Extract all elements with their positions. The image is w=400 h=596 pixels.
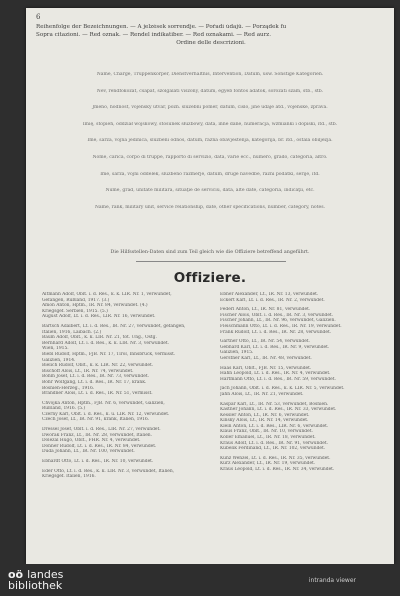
officer-entry: Altmann Adolf, Oblt. i. d. Res., k. k. LIR. Nr. 1, verwundet,	[42, 292, 172, 297]
officer-entry: Galizien, 1914.	[42, 357, 76, 363]
officer-entry: Italien, 1916, Laibach. (2.)	[42, 329, 102, 335]
officer-entry: Galizien, 1915.	[220, 350, 254, 356]
officer-entry: Donner Rudolf, Lt. i. d. Res., IR. Nr. 84, verwundet.	[42, 443, 157, 449]
officer-entry: Klaus Franz, Oblt., IR. Nr. 10, verwundet.	[220, 429, 313, 435]
officer-entry: Biebl Rudolf, Hptm., FJB. Nr. 17, Tirol, Innsbruck, vermisst.	[42, 351, 176, 357]
officer-entry: Doležal Hugo, Oblt., FHR. Nr. 4, verwundet.	[42, 438, 141, 444]
officer-entry: Wien, 1915.	[42, 346, 69, 352]
logo-text-line2: bibliothek	[8, 579, 63, 592]
officer-entry: Kubelik Ferdinand, Lt., IR. Nr. 102, verwundet.	[220, 446, 326, 452]
officer-entry: Eckert Karl, Lt. i. d. Res., IR. Nr. 2, verwundet.	[220, 297, 325, 303]
logo-text-line1: landes	[27, 568, 64, 581]
officer-entry: Bischoff Alois, Lt., IR. Nr. 74, verwundet.	[42, 368, 134, 374]
officer-entry: Frank Rudolf, Lt. i. d. Res., IR. Nr. 28, verwundet.	[220, 329, 332, 335]
officer-entry: Klein Anton, Lt. i. d. Res., LIR. Nr. 6, verwundet.	[220, 423, 329, 429]
officer-entry: Kriegsgef. Serbien, 1915. (5.)	[42, 308, 108, 314]
officer-entry: Kurz Alexander, Lt., IR. Nr. 19, verwundet.	[220, 461, 316, 467]
officer-entry: Brandner Alois, Lt. i. d. Res., IR. Nr. 51, vermisst.	[42, 391, 153, 397]
officer-entry: Dworak Franz, Lt., IR. Nr. 28, verwundet, Italien.	[42, 432, 153, 438]
officer-entry: Bernhard Adolf, Lt. i. d. Res., k. k. LIR. Nr. 3, verwundet.	[42, 340, 170, 346]
officer-entry: Bosnien-Herzeg., 1916.	[42, 385, 95, 391]
language-line: Imię, stopień, oddział wojskowy, stosunek służbowy, data, inne dane, numeracja, wzmianki i dopiski, itd., stb.	[82, 121, 338, 127]
officer-entry: Kessler Anton, Lt., IR. Nr. 6, verwundet.	[220, 412, 310, 418]
officer-entry: Eder Otto, Lt. i. d. Res., k. k. LIR. Nr. 3, verwundet, Italien,	[42, 468, 175, 474]
officer-entry: Hartmann Otto, Lt. i. d. Res., IR. Nr. 59, verwundet.	[220, 376, 336, 382]
officer-entry: Kraus Leopold, Lt. i. d. Res., IR. Nr. 34, verwundet.	[220, 467, 335, 473]
officer-entry: Czech Josef, Lt., IR. Nr. 91, krank, Italien, 1916.	[42, 417, 150, 423]
divider	[136, 261, 286, 262]
language-line: Ime, šarža, vojna jedinica, službeni odnos, datum, razna obavještenja, kategorija, br. itd., ostala obilježja.	[87, 138, 333, 144]
officer-entry: Jahn Alois, Lt., IR. Nr. 21, verwundet.	[220, 391, 304, 397]
header-line: Ordine delle descrizioni.	[176, 40, 246, 46]
officer-entry: Gefangen, Rußland, 1917. (3.)	[42, 297, 110, 303]
language-line: Name, rank, military unit, service relationship, date, other specifications, number, category, notes.	[94, 204, 326, 210]
viewer-label[interactable]: intranda viewer	[308, 577, 356, 584]
officer-entry: Kaspar Karl, Lt., IR. Nr. 53, verwundet, Bosnien.	[220, 401, 329, 407]
officer-entry: Kastner Johann, Lt. i. d. Res., IR. Nr. 33, verwundet.	[220, 407, 337, 413]
scanned-page[interactable]	[26, 8, 394, 564]
footnote: Die Hilfsstellen-Daten sind zum Teil gleich wie die Offiziere betreffend angeführt.	[110, 250, 310, 255]
officer-entry: Jach Johann, Oblt. i. d. Res., k. k. LIR. Nr. 5, verwundet.	[220, 386, 345, 392]
officer-entry: Hahn Leopold, Lt. i. d. Res., IR. Nr. 4, verwundet.	[220, 371, 331, 377]
officer-entry: Gebhard Karl, Lt. i. d. Res., IR. Nr. 9, verwundet.	[220, 344, 330, 350]
library-logo[interactable]	[8, 569, 63, 592]
section-title: Offiziere.	[173, 270, 247, 286]
right-column	[220, 292, 388, 473]
officer-entry: Koller Emanuel, Lt., IR. Nr. 18, verwundet.	[220, 435, 316, 441]
officer-entry: Fleischmann Otto, Lt. i. d. Res., IR. Nr. 19, verwundet.	[220, 323, 342, 329]
officer-entry: Czerny Karl, Oblt. i. d. Res., k. u. LIR. Nr. 12, verwundet.	[42, 411, 170, 417]
officer-entry: Bohr Wolfgang, Lt. i. d. Res., IR. Nr. 17, krank.	[42, 379, 147, 385]
officer-entry: Chvojka Anton, Hptm., FJB. Nr. 6, verwundet, Galizien,	[42, 400, 165, 406]
officer-entry: Kraus Adolf, Lt. i. d. Res., IR. Nr. 91, verwundet.	[220, 440, 328, 446]
language-line: Nume, grad, unitate militară, situaţie de serviciu, data, alte date, categoria, indicaţii, etc.	[105, 188, 315, 194]
officer-entry: Baum Adolf, Oblt., k. k. LIR. Nr. 21, tot. Ung., Ostg.	[42, 335, 157, 341]
language-line: Ime, šarža, vojni oddelek, službeno razmerje, datum, druge navedbe, razni podatki, serije, itd.	[100, 171, 320, 177]
language-block	[36, 72, 384, 221]
officer-entry: Bielich Rudolf, Oblt., k. k. LIR. Nr. 22, verwundet.	[42, 363, 154, 369]
language-line: Jméno, hodnost, vojenský útvar, pozn. služební poměr, datum, číslo, jiné údaje atd., vojenské, zpráva.	[92, 105, 328, 111]
officer-entry: Haas Karl, Oblt., FJB. Nr. 15, verwundet.	[220, 365, 312, 371]
officer-entry: Amon Anton, Hptm., IR. Nr. 84, verwundet. (4.)	[42, 303, 148, 309]
officer-entry: Bartsch Adalbert, Lt. i. d. Res., IR. Nr. 27, verwundet, gefangen,	[42, 323, 186, 329]
officer-entry: Kriegsgef. Italien, 1916.	[42, 474, 96, 480]
language-line: Név, rendfokozat, csapat, szolgálati viszony, dátum, egyéb fontos adatok, sorozati szám, stb., stb.	[96, 88, 324, 94]
officer-entry: Duda Johann, Lt., IR. Nr. 100, verwundet.	[42, 449, 135, 455]
officer-entry: Kunz Wenzel, Lt. i. d. Res., IR. Nr. 35, verwundet.	[220, 455, 331, 461]
officer-entry: Dressel Josef, Oblt. i. d. Res., LIR. Nr. 27, verwundet.	[42, 427, 161, 433]
officer-entry: Gärtner Otto, Lt., IR. Nr. 54, verwundet.	[220, 339, 310, 345]
header-line: Reihenfolge der Bezeichnungen. — A jelzések sorrendje. — Pořadí údajů. — Porządek fu	[36, 24, 287, 30]
officer-entry: Rußland, 1916. (5.)	[42, 406, 86, 412]
officer-entry: Ebhardt Otto, Lt. i. d. Res., IR. Nr. 10, verwundet.	[42, 459, 154, 465]
officer-entry: Federl Anton, Lt., IR. Nr. 81, verwundet.	[220, 307, 311, 313]
left-column	[42, 292, 207, 480]
officer-entry: August Adolf, Lt. i. d. Res., LIR. Nr. 16, verwundet.	[42, 314, 156, 320]
header-line: Sopra citazioni. — Red oznak. — Rendel indikatiber. — Red oznakami. — Red aurz.	[36, 32, 272, 38]
page-number: 6	[36, 13, 41, 21]
officer-entry: Böhm Josef, Lt. i. d. Res., IR. Nr. 73, verwundet.	[42, 374, 150, 380]
language-line: Name, Charge, Truppenkörper, Dienstverhältnis, Intervention, Datum, usw. Sonstige Kategorien.	[96, 72, 324, 77]
officer-entry: Fischer Alois, Oblt. i. d. Res., IR. Nr. 3, verwundet.	[220, 312, 334, 318]
language-line: Nome, carica, corpo di truppe, rapporto di servizio, data, varie ecc., numero, grado, categoria, altro.	[92, 154, 328, 160]
officer-entry: Fischer Johann, Lt., IR. Nr. 96, verwundet, Galizien.	[220, 318, 336, 324]
logo-mark: oö	[8, 568, 24, 581]
officer-entry: Ebner Alexander, Lt., IR. Nr. 13, verwundet.	[220, 292, 319, 297]
officer-entry: Gerstner Karl, Lt., IR. Nr. 48, verwundet.	[220, 355, 312, 361]
officer-entry: Kinsky Alois, Lt., IR. Nr. 14, verwundet.	[220, 418, 309, 424]
